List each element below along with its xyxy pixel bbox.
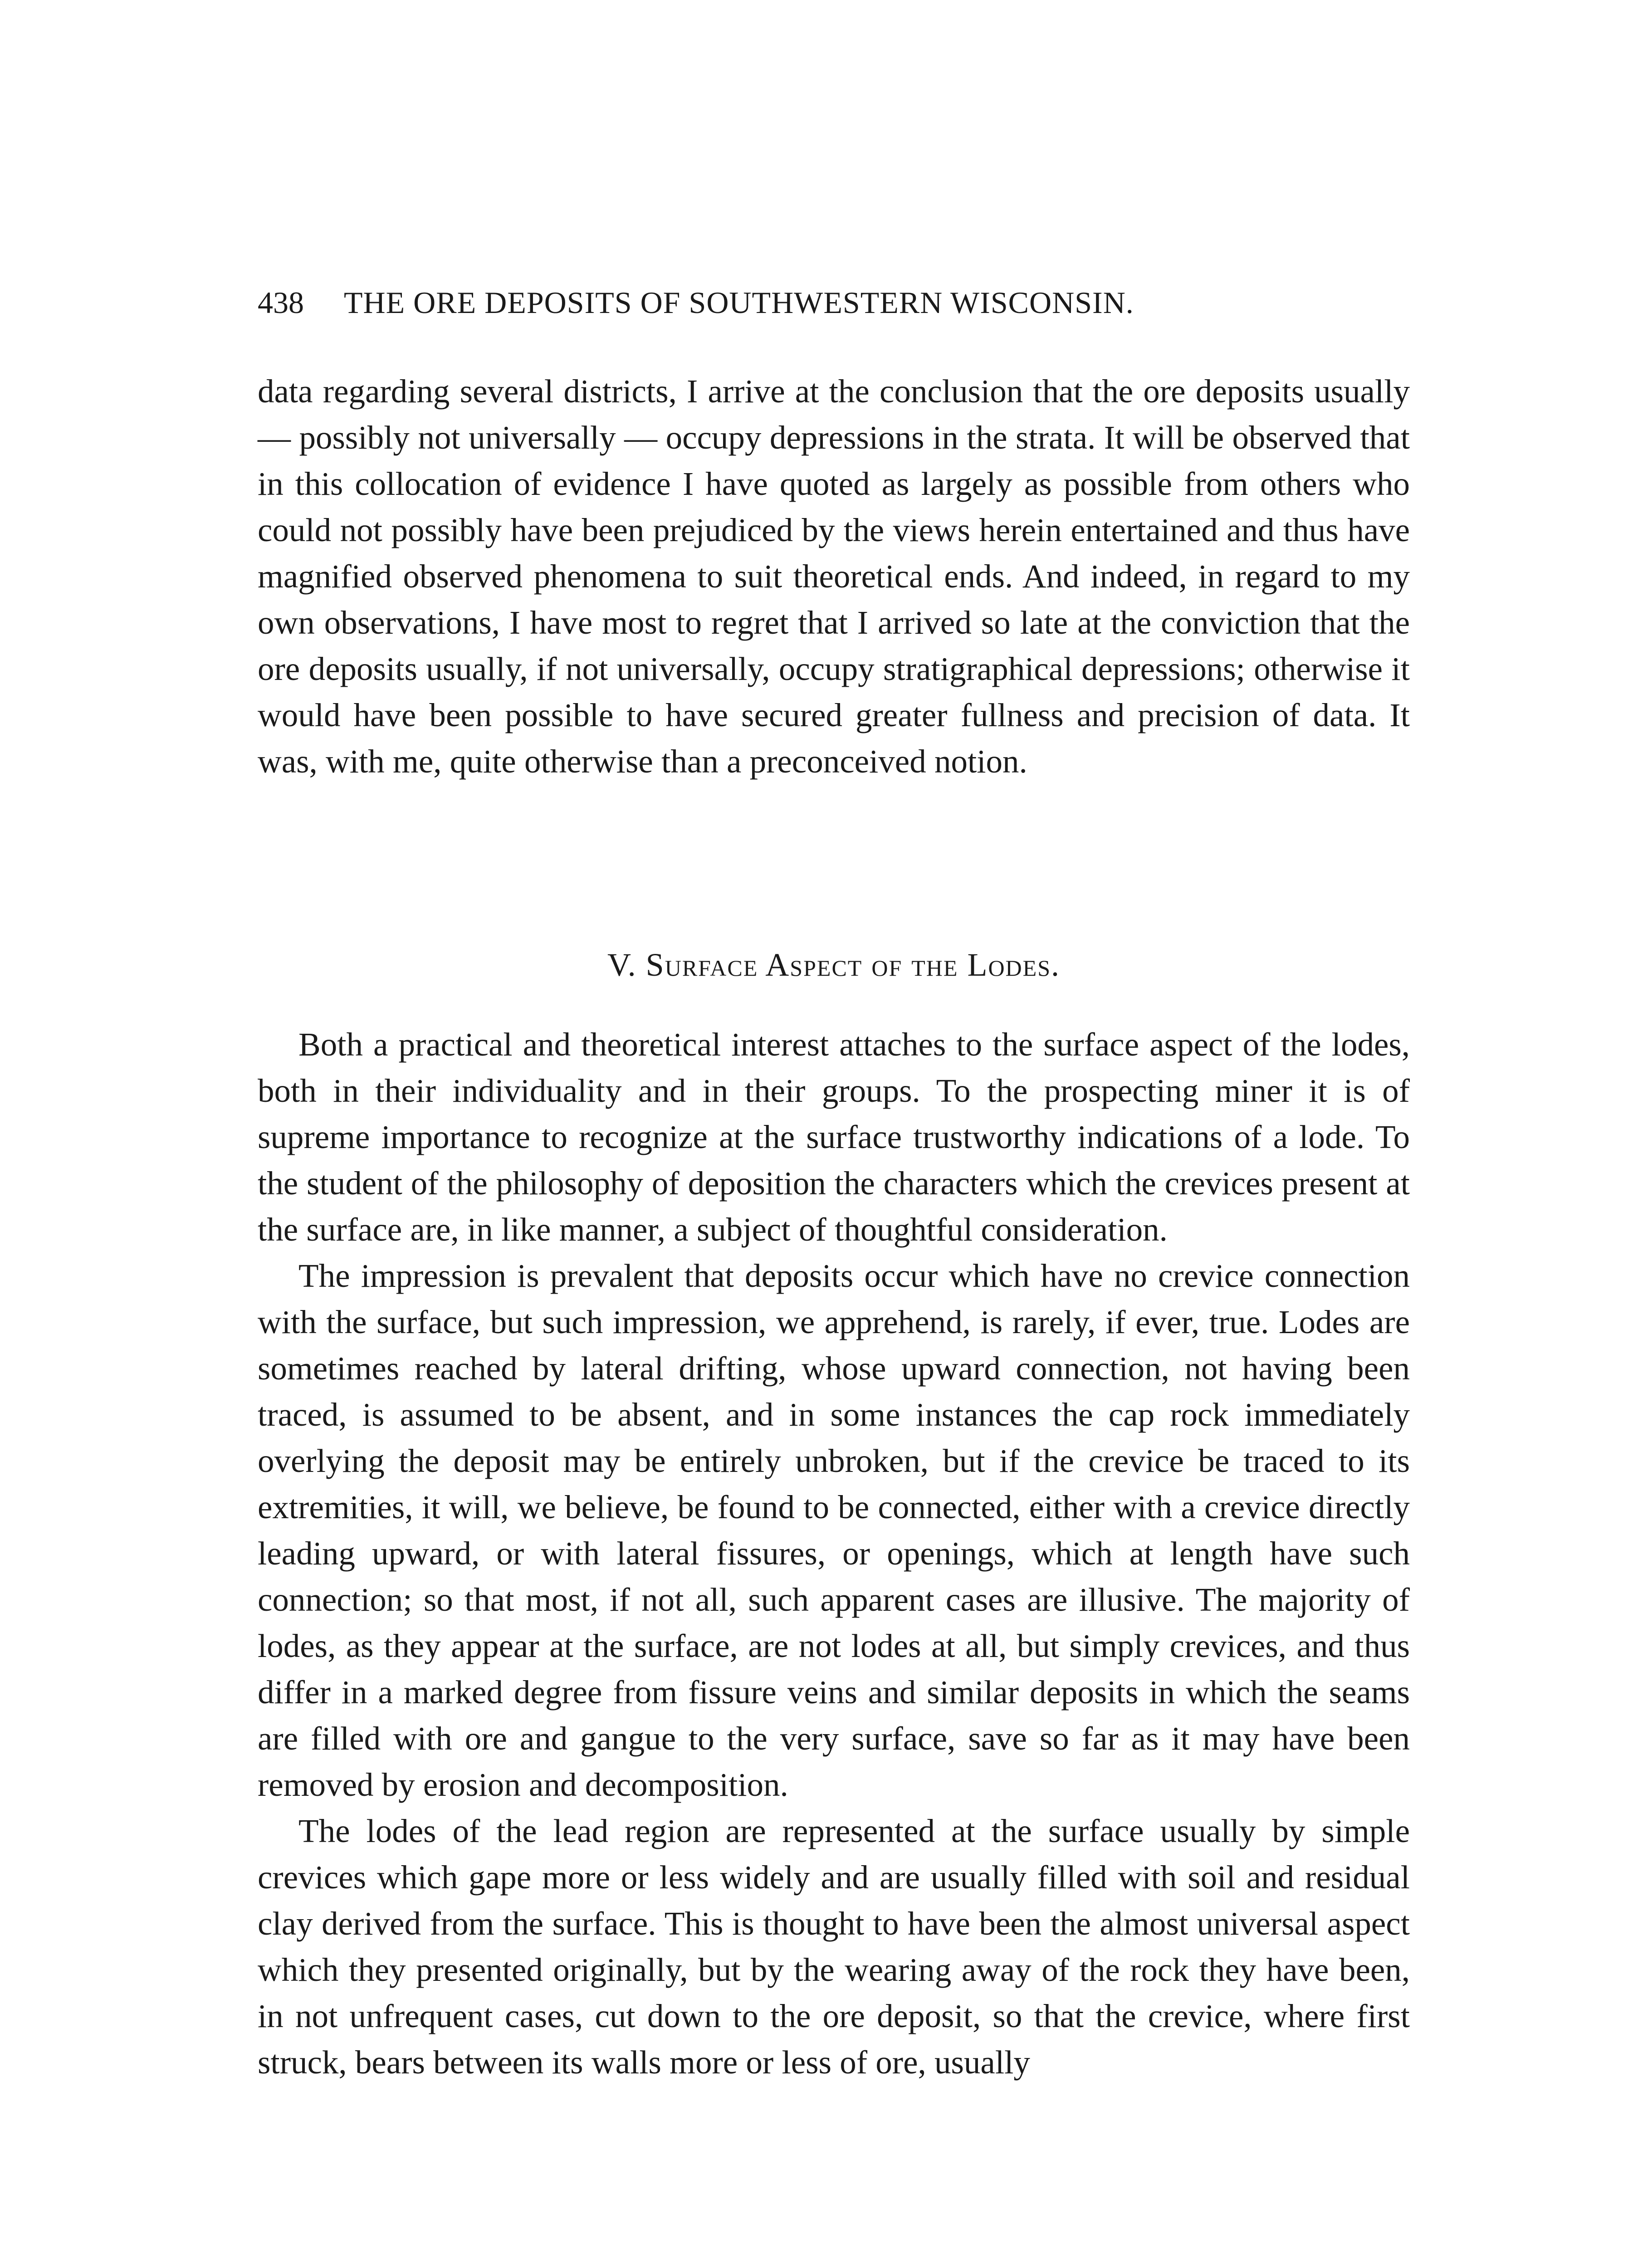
paragraph: The lodes of the lead region are represented at the surface usually by simple crevices which gape more or less widely and are usually filled with soil and residual clay derived from the surface. This is thought to have been the almost universal aspect which they presented originally, but by the wearing away of the rock they have been, in not unfrequent cases, cut down to the ore deposit, so that the crevice, where first struck, bears between its walls more or less of ore, usually xyxy=(258,1813,1410,2081)
body-text-section xyxy=(258,1022,1410,2086)
paragraph-continued: data regarding several districts, I arrive at the conclusion that the ore deposits usually — possibly not universally — occupy depressions in the strata. It will be observed that in this collocation of evidence I have quoted as largely as possible from others who could not possibly have been prejudiced by the views herein entertained and thus have magnified observed phenomena to suit theoretical ends. And indeed, in regard to my own observations, I have most to regret that I arrived so late at the conviction that the ore deposits usually, if not universally, occupy stratigraphical depressions; otherwise it would have been possible to have secured greater fullness and precision of data. It was, with me, quite otherwise than a preconceived notion. xyxy=(258,373,1410,780)
running-title: THE ORE DEPOSITS OF SOUTHWESTERN WISCONSIN. xyxy=(344,285,1134,320)
section-heading: V. Surface Aspect of the Lodes. xyxy=(607,947,1061,983)
page-number: 438 xyxy=(258,285,304,320)
page-header xyxy=(258,278,1410,327)
body-text-top xyxy=(258,368,1410,785)
paragraph: Both a practical and theoretical interest attaches to the surface aspect of the lodes, both in their individuality and in their groups. To the prospecting miner it is of supreme importance to recognize at the surface trustworthy indications of a lode. To the student of the philosophy of deposition the characters which the crevices present at the surface are, in like manner, a subject of thoughtful consideration. xyxy=(258,1026,1410,1248)
paragraph: The impression is prevalent that deposits occur which have no crevice connection with the surface, but such impression, we apprehend, is rarely, if ever, true. Lodes are sometimes reached by lateral drifting, whose upward connection, not having been traced, is assumed to be absent, and in some instances the cap rock immediately overlying the deposit may be entirely unbroken, but if the crevice be traced to its extremities, it will, we believe, be found to be connected, either with a crevice directly leading upward, or with lateral fissures, or openings, which at length have such connection; so that most, if not all, such apparent cases are illusive. The majority of lodes, as they appear at the surface, are not lodes at all, but simply crevices, and thus differ in a marked degree from fissure veins and similar deposits in which the seams are filled with ore and gangue to the very surface, save so far as it may have been removed by erosion and decomposition. xyxy=(258,1257,1410,1803)
